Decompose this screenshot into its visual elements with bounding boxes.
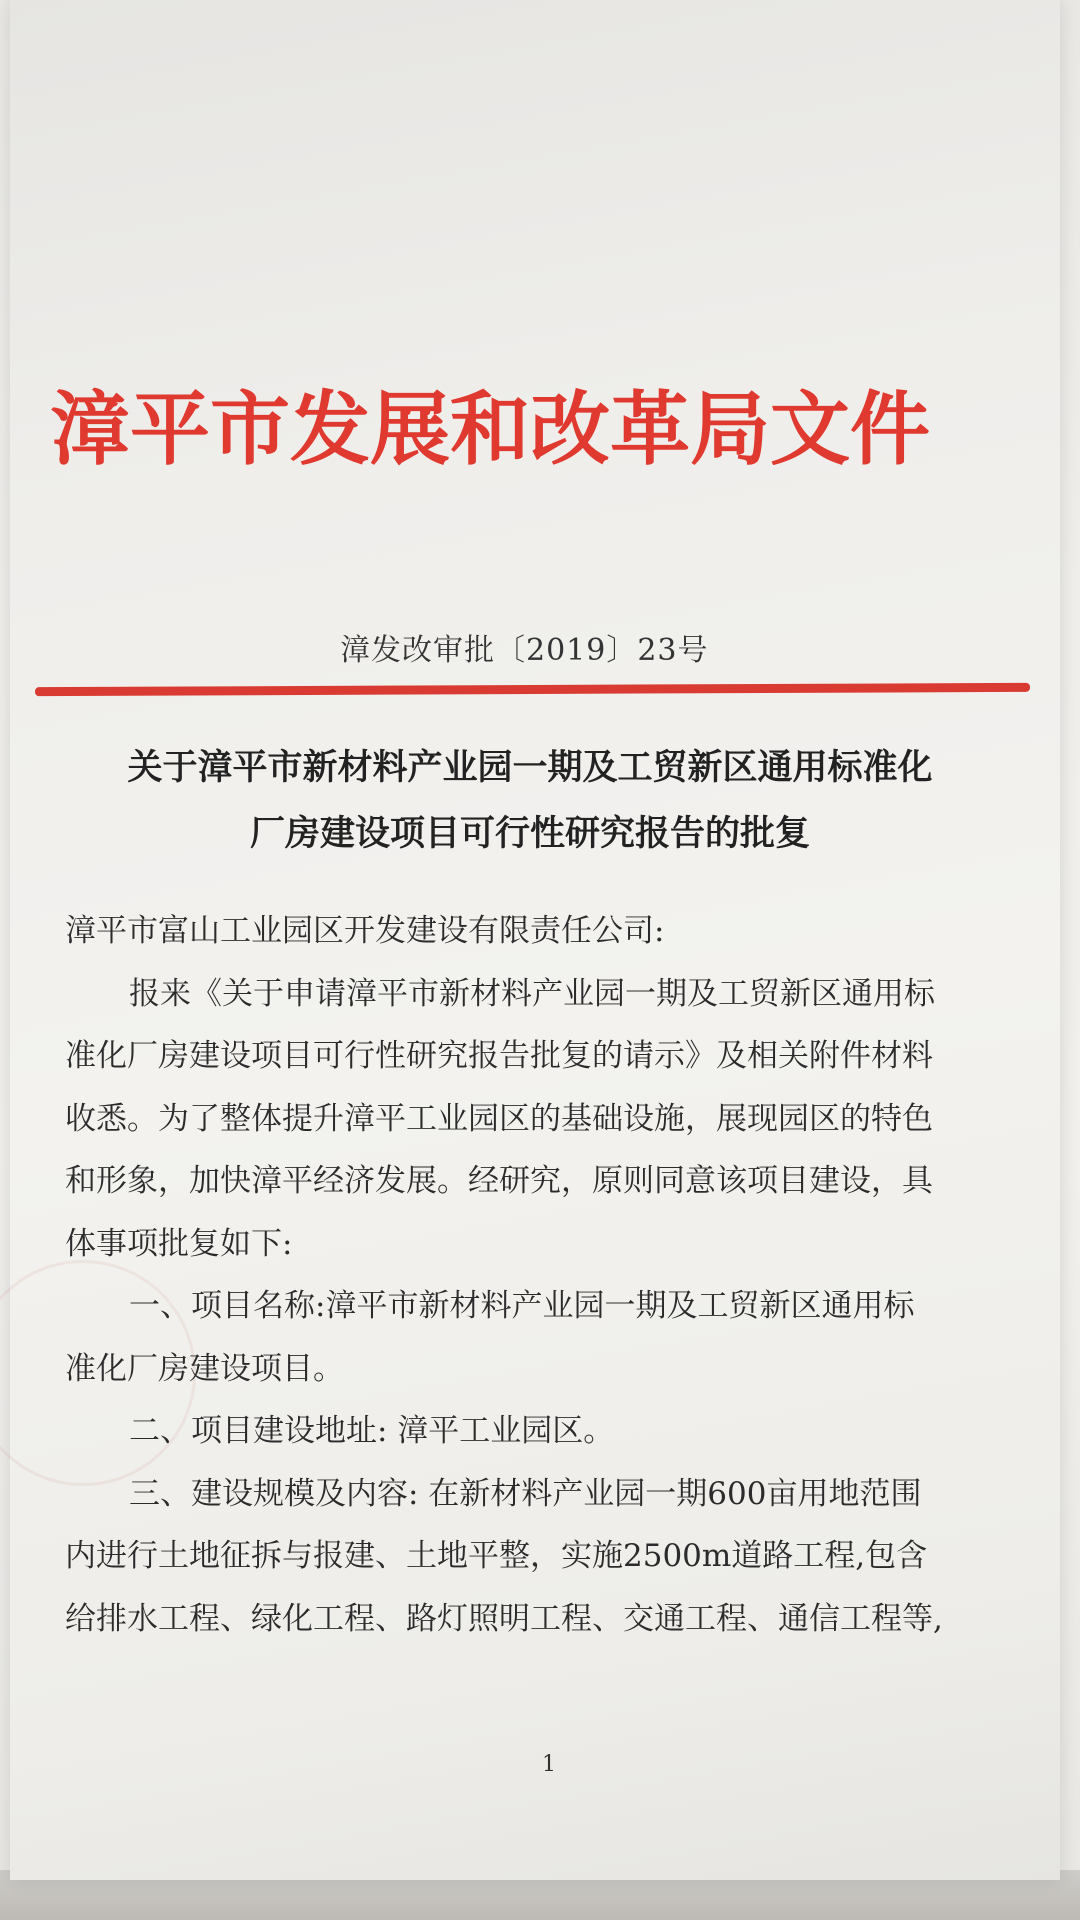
body-text-line: 报来《关于申请漳平市新材料产业园一期及工贸新区通用标 xyxy=(129,975,935,1012)
document-body xyxy=(65,900,1025,1650)
red-divider-line xyxy=(35,683,1030,696)
document-number: 漳发改审批〔2019〕23号 xyxy=(340,633,709,668)
issuing-authority-header: 漳平市发展和改革局文件 xyxy=(50,382,930,476)
body-text-line: 准化厂房建设项目可行性研究报告批复的请示》及相关附件材料 xyxy=(65,1038,933,1074)
document-content xyxy=(10,0,1060,1880)
body-text-line: 体事项批复如下: xyxy=(65,1225,293,1262)
body-text-line: 收悉。为了整体提升漳平工业园区的基础设施，展现园区的特色 xyxy=(65,1100,933,1137)
document-title xyxy=(50,735,1010,867)
body-text-line: 漳平市富山工业园区开发建设有限责任公司: xyxy=(65,913,665,949)
body-text-line: 二、项目建设地址: 漳平工业园区。 xyxy=(129,1413,615,1449)
page-number: 1 xyxy=(542,1752,556,1777)
body-text-line: 和形象，加快漳平经济发展。经研究，原则同意该项目建设，具 xyxy=(65,1163,933,1199)
body-text-line: 准化厂房建设项目。 xyxy=(65,1350,344,1387)
body-text-line: 内进行土地征拆与报建、土地平整，实施2500m道路工程,包含 xyxy=(65,1538,928,1574)
paper-sheet xyxy=(10,0,1060,1880)
body-text-line: 一、项目名称:漳平市新材料产业园一期及工贸新区通用标 xyxy=(129,1288,915,1324)
document-title-line: 厂房建设项目可行性研究报告的批复 xyxy=(249,814,810,854)
document-title-line: 关于漳平市新材料产业园一期及工贸新区通用标准化 xyxy=(127,748,933,788)
body-text-line: 给排水工程、绿化工程、路灯照明工程、交通工程、通信工程等, xyxy=(65,1600,943,1637)
body-text-line: 三、建设规模及内容: 在新材料产业园一期600亩用地范围 xyxy=(129,1475,922,1512)
